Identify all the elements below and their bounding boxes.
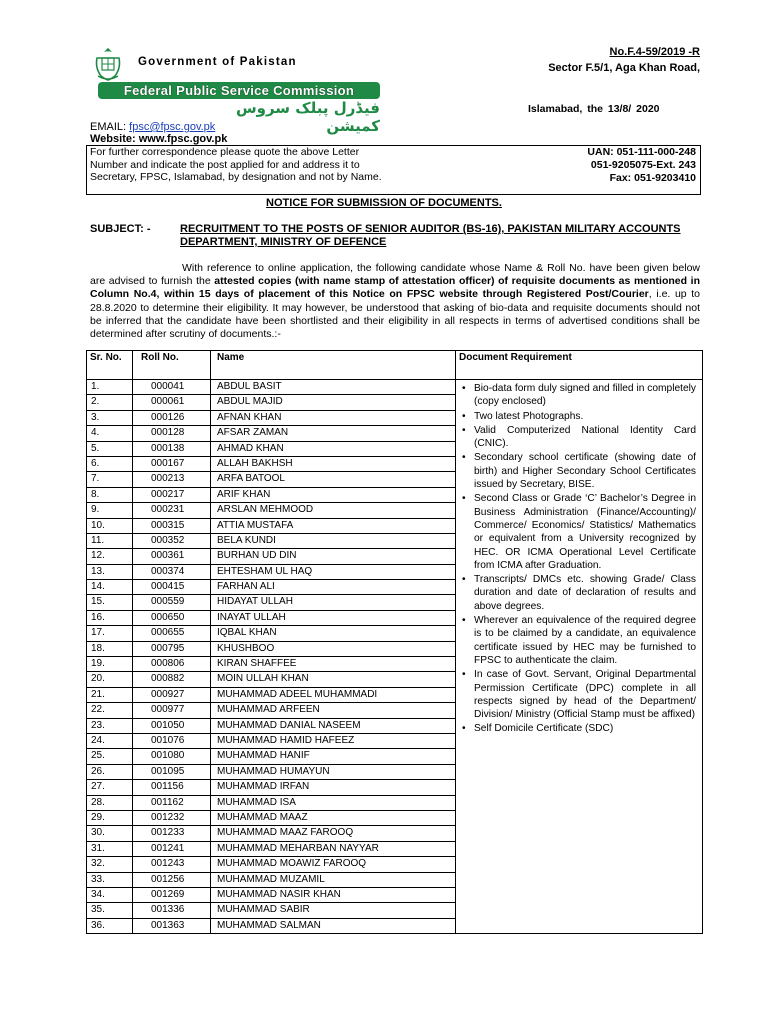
government-title: Government of Pakistan	[138, 56, 297, 68]
document-requirement-text: Secondary school certificate (showing date of birth) and Higher Secondary School Certificates issued by Secretary, BISE.	[474, 452, 696, 491]
bullet-icon: •	[462, 493, 466, 505]
intro-part2: , i.e. up to 28.8.2020 to determine their eligibility. It may however, be understood that asking of bio-data and requisite documents should not be inferred that the candidate have been shortlisted and their eligibility in all respects in terms of advertised conditions shall be determined after scrutiny of documents.:-	[90, 288, 700, 341]
sr-cell: 28.	[87, 795, 133, 810]
email-label: EMAIL:	[90, 121, 127, 133]
roll-no-cell: 000882	[133, 672, 211, 687]
sr-cell: 6.	[87, 456, 133, 471]
name-cell: MUHAMMAD HANIF	[211, 749, 456, 764]
table-row	[87, 380, 703, 395]
sr-cell: 21.	[87, 687, 133, 702]
document-requirement-text: Bio-data form duly signed and filled in completely (copy enclosed)	[474, 383, 696, 408]
sr-cell: 15.	[87, 595, 133, 610]
name-cell: AFNAN KHAN	[211, 410, 456, 425]
document-requirement-text: In case of Govt. Servant, Original Departmental Permission Certificate (DPC) complete in all respects signed by head of the Department/ Division/ Ministry (Official Stamp must be affixed)	[474, 669, 696, 721]
sr-cell: 22.	[87, 703, 133, 718]
sr-cell: 17.	[87, 626, 133, 641]
header-name: Name	[211, 351, 456, 380]
document-requirement-item	[462, 573, 696, 613]
email-link[interactable]: fpsc@fpsc.gov.pk	[129, 121, 216, 133]
sr-cell: 5.	[87, 441, 133, 456]
roll-no-cell: 000806	[133, 657, 211, 672]
roll-no-cell: 000213	[133, 472, 211, 487]
roll-no-cell: 000415	[133, 580, 211, 595]
name-cell: ABDUL BASIT	[211, 380, 456, 395]
roll-no-cell: 000128	[133, 426, 211, 441]
name-cell: KIRAN SHAFFEE	[211, 657, 456, 672]
intro-paragraph	[90, 262, 700, 341]
name-cell: ARIF KHAN	[211, 487, 456, 502]
date-line	[528, 103, 660, 115]
roll-no-cell: 000655	[133, 626, 211, 641]
correspondence-text: For further correspondence please quote the above Letter Number and indicate the post applied for and address it to Secretary, FPSC, Islamabad, by designation and not by Name.	[90, 146, 382, 183]
email-line	[90, 121, 215, 133]
roll-no-cell: 000061	[133, 395, 211, 410]
sr-cell: 32.	[87, 857, 133, 872]
roll-no-cell: 000559	[133, 595, 211, 610]
bullet-icon: •	[462, 424, 466, 436]
document-requirement-item	[462, 722, 696, 735]
sr-cell: 2.	[87, 395, 133, 410]
roll-no-cell: 001050	[133, 718, 211, 733]
name-cell: MUHAMMAD HAMID HAFEEZ	[211, 733, 456, 748]
letter-number: No.F.4-59/2019 -R	[609, 46, 700, 58]
roll-no-cell: 000927	[133, 687, 211, 702]
name-cell: INAYAT ULLAH	[211, 610, 456, 625]
subject-text: RECRUITMENT TO THE POSTS OF SENIOR AUDITOR (BS-16), PAKISTAN MILITARY ACCOUNTS DEPARTMENT, MINISTRY OF DEFENCE	[180, 223, 681, 248]
subject-label: SUBJECT: -	[90, 223, 151, 235]
intro-part1: With reference to online application, the following candidate whose Name & Roll No. have been given below are advised to furnish the	[90, 262, 700, 288]
roll-no-cell: 001162	[133, 795, 211, 810]
roll-no-cell: 001363	[133, 918, 211, 933]
roll-no-cell: 001336	[133, 903, 211, 918]
document-requirement-text: Transcripts/ DMCs etc. showing Grade/ Class duration and date of declaration of results and above degrees.	[474, 574, 696, 612]
name-cell: MUHAMMAD HUMAYUN	[211, 764, 456, 779]
website-line	[90, 133, 227, 145]
bullet-icon: •	[462, 574, 466, 586]
bullet-icon: •	[462, 615, 466, 627]
name-cell: MUHAMMAD ARFEEN	[211, 703, 456, 718]
date-label: Islamabad, the	[528, 103, 603, 115]
roll-no-cell: 000361	[133, 549, 211, 564]
roll-no-cell: 000138	[133, 441, 211, 456]
roll-no-cell: 001080	[133, 749, 211, 764]
name-cell: ARSLAN MEHMOOD	[211, 503, 456, 518]
name-cell: MUHAMMAD MUZAMIL	[211, 872, 456, 887]
name-cell: MUHAMMAD MEHARBAN NAYYAR	[211, 841, 456, 856]
roll-no-cell: 001095	[133, 764, 211, 779]
uan-number: UAN: 051-111-000-248	[587, 146, 696, 158]
name-cell: MOIN ULLAH KHAN	[211, 672, 456, 687]
name-cell: IQBAL KHAN	[211, 626, 456, 641]
roll-no-cell: 000352	[133, 533, 211, 548]
document-requirement-item	[462, 668, 696, 721]
name-cell: BURHAN UD DIN	[211, 549, 456, 564]
name-cell: ATTIA MUSTAFA	[211, 518, 456, 533]
roll-no-cell: 001232	[133, 810, 211, 825]
document-requirement-cell	[456, 380, 703, 934]
commission-urdu-title: فیڈرل پبلک سروس کمیشن	[235, 99, 380, 135]
name-cell: BELA KUNDI	[211, 533, 456, 548]
pakistan-emblem-icon	[92, 46, 124, 82]
name-cell: MUHAMMAD MAAZ FAROOQ	[211, 826, 456, 841]
header-sr-no: Sr. No.	[87, 351, 133, 380]
name-cell: MUHAMMAD ISA	[211, 795, 456, 810]
roll-no-cell: 001156	[133, 780, 211, 795]
contact-numbers	[520, 146, 696, 186]
sr-cell: 33.	[87, 872, 133, 887]
name-cell: AFSAR ZAMAN	[211, 426, 456, 441]
sr-cell: 18.	[87, 641, 133, 656]
name-cell: FARHAN ALI	[211, 580, 456, 595]
roll-no-cell: 001243	[133, 857, 211, 872]
roll-no-cell: 000795	[133, 641, 211, 656]
roll-no-cell: 001256	[133, 872, 211, 887]
website-label: Website:	[90, 133, 136, 145]
document-requirement-text: Second Class or Grade ‘C’ Bachelor’s Degree in Business Administration (Finance/Accounting)/ Commerce/ Economics/ Statistics/ Mathematics or equivalent from a University recognized by HEC. OR ICMA Operational Level Certificate from ICMA after Graduation.	[474, 493, 696, 571]
roll-no-cell: 000650	[133, 610, 211, 625]
notice-title: NOTICE FOR SUBMISSION OF DOCUMENTS.	[266, 197, 502, 209]
roll-no-cell: 000167	[133, 456, 211, 471]
roll-no-cell: 001076	[133, 733, 211, 748]
roll-no-cell: 000374	[133, 564, 211, 579]
sr-cell: 9.	[87, 503, 133, 518]
roll-no-cell: 000231	[133, 503, 211, 518]
name-cell: ARFA BATOOL	[211, 472, 456, 487]
sr-cell: 23.	[87, 718, 133, 733]
sr-cell: 35.	[87, 903, 133, 918]
header-document-requirement: Document Requirement	[456, 351, 703, 380]
bullet-icon: •	[462, 669, 466, 681]
sr-cell: 11.	[87, 533, 133, 548]
sr-cell: 26.	[87, 764, 133, 779]
address: Sector F.5/1, Aga Khan Road,	[548, 62, 700, 74]
sr-cell: 13.	[87, 564, 133, 579]
document-requirement-text: Two latest Photographs.	[474, 410, 584, 422]
document-requirement-text: Wherever an equivalence of the required degree is to be claimed by a candidate, an equivalence certificate issued by HEC may be furnished to FPSC to authenticate the claim.	[474, 615, 696, 666]
name-cell: AHMAD KHAN	[211, 441, 456, 456]
sr-cell: 24.	[87, 733, 133, 748]
sr-cell: 14.	[87, 580, 133, 595]
sr-cell: 3.	[87, 410, 133, 425]
name-cell: EHTESHAM UL HAQ	[211, 564, 456, 579]
sr-cell: 25.	[87, 749, 133, 764]
sr-cell: 30.	[87, 826, 133, 841]
sr-cell: 34.	[87, 887, 133, 902]
document-requirement-item	[462, 410, 696, 423]
name-cell: MUHAMMAD DANIAL NASEEM	[211, 718, 456, 733]
roll-no-cell: 000977	[133, 703, 211, 718]
bullet-icon: •	[462, 410, 466, 422]
roll-no-cell: 001233	[133, 826, 211, 841]
sr-cell: 12.	[87, 549, 133, 564]
table-header-row	[87, 351, 703, 380]
sr-cell: 1.	[87, 380, 133, 395]
name-cell: MUHAMMAD SALMAN	[211, 918, 456, 933]
roll-no-cell: 001241	[133, 841, 211, 856]
sr-cell: 10.	[87, 518, 133, 533]
document-requirement-item	[462, 492, 696, 572]
header-roll-no: Roll No.	[133, 351, 211, 380]
document-requirement-item	[462, 424, 696, 451]
commission-banner: Federal Public Service Commission	[98, 82, 380, 99]
sr-cell: 36.	[87, 918, 133, 933]
roll-no-cell: 001269	[133, 887, 211, 902]
name-cell: MUHAMMAD NASIR KHAN	[211, 887, 456, 902]
document-requirement-item	[462, 451, 696, 491]
name-cell: MUHAMMAD MAAZ	[211, 810, 456, 825]
document-requirement-text: Valid Computerized National Identity Card (CNIC).	[474, 424, 696, 450]
name-cell: MUHAMMAD ADEEL MUHAMMADI	[211, 687, 456, 702]
name-cell: ALLAH BAKHSH	[211, 456, 456, 471]
name-cell: HIDAYAT ULLAH	[211, 595, 456, 610]
name-cell: ABDUL MAJID	[211, 395, 456, 410]
roll-no-cell: 000217	[133, 487, 211, 502]
name-cell: MUHAMMAD IRFAN	[211, 780, 456, 795]
date-value: 13/8/ 2020	[607, 103, 660, 115]
candidates-table-body	[87, 380, 703, 934]
sr-cell: 7.	[87, 472, 133, 487]
sr-cell: 4.	[87, 426, 133, 441]
fax-number: Fax: 051-9203410	[609, 172, 696, 185]
document-requirement-item	[462, 614, 696, 667]
candidates-table	[86, 350, 703, 934]
intro-bold: attested copies (with name stamp of attestation officer) of requisite documents as mentioned in Column No.4, within 15 days of placement of this Notice on FPSC website through Registered Post/Courier	[90, 275, 700, 301]
document-requirement-list	[460, 382, 696, 736]
bullet-icon: •	[462, 452, 466, 464]
sr-cell: 16.	[87, 610, 133, 625]
roll-no-cell: 000041	[133, 380, 211, 395]
name-cell: MUHAMMAD SABIR	[211, 903, 456, 918]
sr-cell: 27.	[87, 780, 133, 795]
phone-number: 051-9205075-Ext. 243	[590, 159, 696, 172]
roll-no-cell: 000126	[133, 410, 211, 425]
document-requirement-text: Self Domicile Certificate (SDC)	[474, 723, 614, 735]
sr-cell: 20.	[87, 672, 133, 687]
name-cell: KHUSHBOO	[211, 641, 456, 656]
sr-cell: 19.	[87, 657, 133, 672]
bullet-icon: •	[462, 383, 466, 394]
name-cell: MUHAMMAD MOAWIZ FAROOQ	[211, 857, 456, 872]
roll-no-cell: 000315	[133, 518, 211, 533]
bullet-icon: •	[462, 723, 466, 735]
sr-cell: 8.	[87, 487, 133, 502]
sr-cell: 29.	[87, 810, 133, 825]
document-requirement-item	[462, 382, 696, 409]
sr-cell: 31.	[87, 841, 133, 856]
website-link[interactable]: www.fpsc.gov.pk	[138, 133, 228, 145]
